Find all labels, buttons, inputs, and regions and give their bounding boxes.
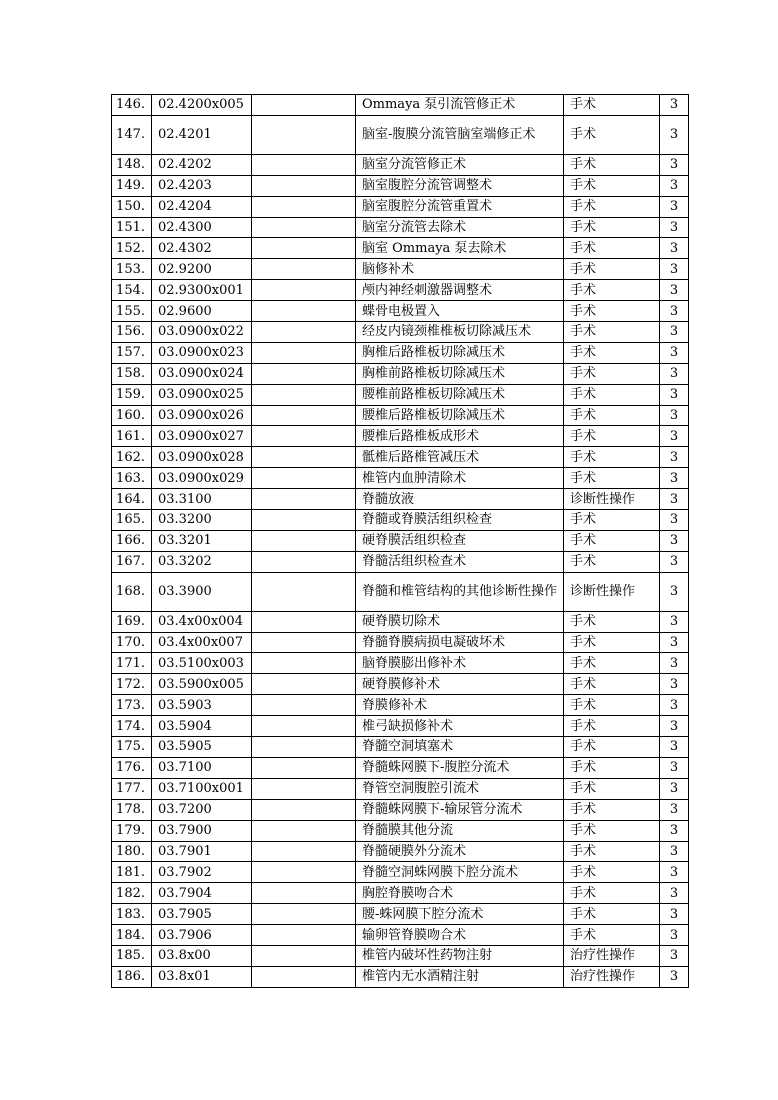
empty-cell bbox=[252, 238, 356, 259]
empty-cell bbox=[252, 674, 356, 695]
level-cell: 3 bbox=[660, 674, 689, 695]
procedure-name-cell: 输卵管脊膜吻合术 bbox=[356, 925, 564, 946]
category-cell: 手术 bbox=[564, 95, 660, 116]
level-cell: 3 bbox=[660, 322, 689, 343]
row-number-cell: 147. bbox=[112, 115, 152, 154]
empty-cell bbox=[252, 510, 356, 531]
level-cell: 3 bbox=[660, 175, 689, 196]
procedure-table-body bbox=[112, 95, 689, 988]
category-cell: 手术 bbox=[564, 510, 660, 531]
table-row bbox=[112, 716, 689, 737]
level-cell: 3 bbox=[660, 530, 689, 551]
procedure-code-cell: 03.0900x027 bbox=[152, 426, 252, 447]
empty-cell bbox=[252, 196, 356, 217]
category-cell: 手术 bbox=[564, 196, 660, 217]
category-cell: 手术 bbox=[564, 426, 660, 447]
empty-cell bbox=[252, 632, 356, 653]
table-row bbox=[112, 572, 689, 611]
category-cell: 治疗性操作 bbox=[564, 945, 660, 966]
row-number-cell: 149. bbox=[112, 175, 152, 196]
table-row bbox=[112, 904, 689, 925]
category-cell: 手术 bbox=[564, 632, 660, 653]
procedure-code-cell: 02.9600 bbox=[152, 301, 252, 322]
empty-cell bbox=[252, 280, 356, 301]
row-number-cell: 180. bbox=[112, 841, 152, 862]
procedure-name-cell: 胸椎后路椎板切除减压术 bbox=[356, 342, 564, 363]
row-number-cell: 155. bbox=[112, 301, 152, 322]
table-row bbox=[112, 653, 689, 674]
row-number-cell: 153. bbox=[112, 259, 152, 280]
procedure-name-cell: 骶椎后路椎管减压术 bbox=[356, 447, 564, 468]
row-number-cell: 152. bbox=[112, 238, 152, 259]
table-row bbox=[112, 447, 689, 468]
procedure-name-cell: 硬脊膜修补术 bbox=[356, 674, 564, 695]
row-number-cell: 171. bbox=[112, 653, 152, 674]
table-row bbox=[112, 115, 689, 154]
row-number-cell: 165. bbox=[112, 510, 152, 531]
procedure-code-cell: 03.5900x005 bbox=[152, 674, 252, 695]
category-cell: 诊断性操作 bbox=[564, 489, 660, 510]
row-number-cell: 169. bbox=[112, 611, 152, 632]
category-cell: 手术 bbox=[564, 530, 660, 551]
procedure-code-cell: 02.4202 bbox=[152, 154, 252, 175]
table-row bbox=[112, 510, 689, 531]
row-number-cell: 146. bbox=[112, 95, 152, 116]
table-row bbox=[112, 966, 689, 987]
procedure-code-cell: 03.4x00x007 bbox=[152, 632, 252, 653]
procedure-name-cell: 椎弓缺损修补术 bbox=[356, 716, 564, 737]
level-cell: 3 bbox=[660, 154, 689, 175]
category-cell: 手术 bbox=[564, 551, 660, 572]
empty-cell bbox=[252, 175, 356, 196]
procedure-code-cell: 03.0900x029 bbox=[152, 468, 252, 489]
table-row bbox=[112, 530, 689, 551]
empty-cell bbox=[252, 904, 356, 925]
empty-cell bbox=[252, 447, 356, 468]
empty-cell bbox=[252, 301, 356, 322]
empty-cell bbox=[252, 572, 356, 611]
level-cell: 3 bbox=[660, 925, 689, 946]
procedure-name-cell: 脊髓硬膜外分流术 bbox=[356, 841, 564, 862]
table-row bbox=[112, 342, 689, 363]
level-cell: 3 bbox=[660, 259, 689, 280]
table-row bbox=[112, 737, 689, 758]
row-number-cell: 175. bbox=[112, 737, 152, 758]
table-row bbox=[112, 820, 689, 841]
level-cell: 3 bbox=[660, 737, 689, 758]
table-row bbox=[112, 384, 689, 405]
procedure-code-cell: 03.7901 bbox=[152, 841, 252, 862]
procedure-name-cell: 腰椎后路椎板切除减压术 bbox=[356, 405, 564, 426]
row-number-cell: 179. bbox=[112, 820, 152, 841]
category-cell: 手术 bbox=[564, 841, 660, 862]
empty-cell bbox=[252, 695, 356, 716]
procedure-code-cell: 03.0900x024 bbox=[152, 363, 252, 384]
procedure-name-cell: 蝶骨电极置入 bbox=[356, 301, 564, 322]
table-row bbox=[112, 95, 689, 116]
empty-cell bbox=[252, 945, 356, 966]
category-cell: 手术 bbox=[564, 342, 660, 363]
empty-cell bbox=[252, 966, 356, 987]
table-row bbox=[112, 426, 689, 447]
category-cell: 手术 bbox=[564, 115, 660, 154]
procedure-name-cell: 胸腔脊膜吻合术 bbox=[356, 883, 564, 904]
procedure-code-cell: 03.5904 bbox=[152, 716, 252, 737]
category-cell: 手术 bbox=[564, 217, 660, 238]
table-row bbox=[112, 468, 689, 489]
empty-cell bbox=[252, 154, 356, 175]
level-cell: 3 bbox=[660, 757, 689, 778]
procedure-code-cell: 03.5905 bbox=[152, 737, 252, 758]
procedure-code-cell: 02.4200x005 bbox=[152, 95, 252, 116]
category-cell: 手术 bbox=[564, 904, 660, 925]
level-cell: 3 bbox=[660, 716, 689, 737]
empty-cell bbox=[252, 716, 356, 737]
row-number-cell: 170. bbox=[112, 632, 152, 653]
empty-cell bbox=[252, 468, 356, 489]
level-cell: 3 bbox=[660, 384, 689, 405]
table-row bbox=[112, 238, 689, 259]
empty-cell bbox=[252, 342, 356, 363]
procedure-code-cell: 03.0900x025 bbox=[152, 384, 252, 405]
category-cell: 手术 bbox=[564, 611, 660, 632]
procedure-code-cell: 03.0900x022 bbox=[152, 322, 252, 343]
empty-cell bbox=[252, 841, 356, 862]
category-cell: 手术 bbox=[564, 468, 660, 489]
table-row bbox=[112, 632, 689, 653]
category-cell: 手术 bbox=[564, 653, 660, 674]
procedure-name-cell: 硬脊膜切除术 bbox=[356, 611, 564, 632]
row-number-cell: 154. bbox=[112, 280, 152, 301]
row-number-cell: 166. bbox=[112, 530, 152, 551]
level-cell: 3 bbox=[660, 966, 689, 987]
level-cell: 3 bbox=[660, 820, 689, 841]
category-cell: 手术 bbox=[564, 883, 660, 904]
row-number-cell: 176. bbox=[112, 757, 152, 778]
empty-cell bbox=[252, 217, 356, 238]
empty-cell bbox=[252, 405, 356, 426]
procedure-code-cell: 03.7100x001 bbox=[152, 778, 252, 799]
empty-cell bbox=[252, 426, 356, 447]
row-number-cell: 184. bbox=[112, 925, 152, 946]
level-cell: 3 bbox=[660, 447, 689, 468]
category-cell: 手术 bbox=[564, 384, 660, 405]
empty-cell bbox=[252, 259, 356, 280]
level-cell: 3 bbox=[660, 510, 689, 531]
category-cell: 手术 bbox=[564, 301, 660, 322]
empty-cell bbox=[252, 862, 356, 883]
table-row bbox=[112, 841, 689, 862]
procedure-code-cell: 03.3900 bbox=[152, 572, 252, 611]
category-cell: 诊断性操作 bbox=[564, 572, 660, 611]
category-cell: 手术 bbox=[564, 405, 660, 426]
level-cell: 3 bbox=[660, 883, 689, 904]
procedure-name-cell: 脊管空洞腹腔引流术 bbox=[356, 778, 564, 799]
procedure-name-cell: 脊髓膜其他分流 bbox=[356, 820, 564, 841]
procedure-name-cell: 脑室腹腔分流管重置术 bbox=[356, 196, 564, 217]
table-row bbox=[112, 322, 689, 343]
procedure-code-cell: 03.7905 bbox=[152, 904, 252, 925]
level-cell: 3 bbox=[660, 799, 689, 820]
procedure-name-cell: 胸椎前路椎板切除减压术 bbox=[356, 363, 564, 384]
procedure-name-cell: 脊髓放液 bbox=[356, 489, 564, 510]
procedure-name-cell: 颅内神经刺激器调整术 bbox=[356, 280, 564, 301]
row-number-cell: 157. bbox=[112, 342, 152, 363]
category-cell: 手术 bbox=[564, 363, 660, 384]
table-row bbox=[112, 217, 689, 238]
row-number-cell: 183. bbox=[112, 904, 152, 925]
table-row bbox=[112, 280, 689, 301]
row-number-cell: 182. bbox=[112, 883, 152, 904]
category-cell: 治疗性操作 bbox=[564, 966, 660, 987]
table-row bbox=[112, 883, 689, 904]
empty-cell bbox=[252, 799, 356, 820]
level-cell: 3 bbox=[660, 611, 689, 632]
level-cell: 3 bbox=[660, 862, 689, 883]
table-row bbox=[112, 175, 689, 196]
category-cell: 手术 bbox=[564, 737, 660, 758]
row-number-cell: 181. bbox=[112, 862, 152, 883]
procedure-code-cell: 02.4302 bbox=[152, 238, 252, 259]
procedure-name-cell: 脑修补术 bbox=[356, 259, 564, 280]
procedure-code-cell: 02.4204 bbox=[152, 196, 252, 217]
procedure-name-cell: 椎管内无水酒精注射 bbox=[356, 966, 564, 987]
empty-cell bbox=[252, 820, 356, 841]
empty-cell bbox=[252, 363, 356, 384]
row-number-cell: 161. bbox=[112, 426, 152, 447]
empty-cell bbox=[252, 95, 356, 116]
procedure-name-cell: 腰椎后路椎板成形术 bbox=[356, 426, 564, 447]
row-number-cell: 162. bbox=[112, 447, 152, 468]
table-row bbox=[112, 925, 689, 946]
procedure-name-cell: 脊髓或脊膜活组织检查 bbox=[356, 510, 564, 531]
procedure-name-cell: 脊髓蛛网膜下-输尿管分流术 bbox=[356, 799, 564, 820]
level-cell: 3 bbox=[660, 653, 689, 674]
table-row bbox=[112, 301, 689, 322]
empty-cell bbox=[252, 489, 356, 510]
procedure-name-cell: 脑室 Ommaya 泵去除术 bbox=[356, 238, 564, 259]
table-row bbox=[112, 862, 689, 883]
procedure-code-cell: 03.7906 bbox=[152, 925, 252, 946]
row-number-cell: 160. bbox=[112, 405, 152, 426]
procedure-name-cell: 脊髓蛛网膜下-腹腔分流术 bbox=[356, 757, 564, 778]
procedure-code-cell: 02.4300 bbox=[152, 217, 252, 238]
category-cell: 手术 bbox=[564, 862, 660, 883]
level-cell: 3 bbox=[660, 489, 689, 510]
row-number-cell: 167. bbox=[112, 551, 152, 572]
level-cell: 3 bbox=[660, 468, 689, 489]
category-cell: 手术 bbox=[564, 322, 660, 343]
empty-cell bbox=[252, 530, 356, 551]
procedure-code-cell: 03.4x00x004 bbox=[152, 611, 252, 632]
level-cell: 3 bbox=[660, 238, 689, 259]
procedure-code-cell: 03.0900x023 bbox=[152, 342, 252, 363]
procedure-code-cell: 02.4203 bbox=[152, 175, 252, 196]
level-cell: 3 bbox=[660, 405, 689, 426]
row-number-cell: 148. bbox=[112, 154, 152, 175]
procedure-code-cell: 03.7100 bbox=[152, 757, 252, 778]
procedure-name-cell: 椎管内血肿清除术 bbox=[356, 468, 564, 489]
row-number-cell: 168. bbox=[112, 572, 152, 611]
procedure-code-cell: 03.7904 bbox=[152, 883, 252, 904]
procedure-name-cell: 腰-蛛网膜下腔分流术 bbox=[356, 904, 564, 925]
empty-cell bbox=[252, 737, 356, 758]
procedure-name-cell: 经皮内镜颈椎椎板切除减压术 bbox=[356, 322, 564, 343]
table-row bbox=[112, 757, 689, 778]
level-cell: 3 bbox=[660, 778, 689, 799]
category-cell: 手术 bbox=[564, 695, 660, 716]
row-number-cell: 158. bbox=[112, 363, 152, 384]
table-row bbox=[112, 154, 689, 175]
row-number-cell: 172. bbox=[112, 674, 152, 695]
category-cell: 手术 bbox=[564, 925, 660, 946]
level-cell: 3 bbox=[660, 363, 689, 384]
empty-cell bbox=[252, 653, 356, 674]
procedure-code-cell: 02.9300x001 bbox=[152, 280, 252, 301]
row-number-cell: 163. bbox=[112, 468, 152, 489]
row-number-cell: 177. bbox=[112, 778, 152, 799]
table-row bbox=[112, 695, 689, 716]
procedure-name-cell: 硬脊膜活组织检查 bbox=[356, 530, 564, 551]
level-cell: 3 bbox=[660, 342, 689, 363]
table-row bbox=[112, 259, 689, 280]
table-row bbox=[112, 489, 689, 510]
table-row bbox=[112, 551, 689, 572]
row-number-cell: 174. bbox=[112, 716, 152, 737]
procedure-name-cell: Ommaya 泵引流管修正术 bbox=[356, 95, 564, 116]
procedure-name-cell: 脊髓和椎管结构的其他诊断性操作 bbox=[356, 572, 564, 611]
procedure-code-cell: 03.3201 bbox=[152, 530, 252, 551]
table-row bbox=[112, 363, 689, 384]
level-cell: 3 bbox=[660, 904, 689, 925]
category-cell: 手术 bbox=[564, 674, 660, 695]
procedure-code-cell: 03.7902 bbox=[152, 862, 252, 883]
procedure-name-cell: 脑室分流管修正术 bbox=[356, 154, 564, 175]
table-row bbox=[112, 611, 689, 632]
category-cell: 手术 bbox=[564, 820, 660, 841]
row-number-cell: 156. bbox=[112, 322, 152, 343]
procedure-name-cell: 腰椎前路椎板切除减压术 bbox=[356, 384, 564, 405]
row-number-cell: 178. bbox=[112, 799, 152, 820]
table-row bbox=[112, 945, 689, 966]
category-cell: 手术 bbox=[564, 716, 660, 737]
category-cell: 手术 bbox=[564, 175, 660, 196]
level-cell: 3 bbox=[660, 426, 689, 447]
procedure-name-cell: 脊髓脊膜病损电凝破坏术 bbox=[356, 632, 564, 653]
procedure-code-cell: 03.7200 bbox=[152, 799, 252, 820]
level-cell: 3 bbox=[660, 632, 689, 653]
procedure-code-cell: 03.3200 bbox=[152, 510, 252, 531]
level-cell: 3 bbox=[660, 217, 689, 238]
procedure-code-cell: 03.3100 bbox=[152, 489, 252, 510]
level-cell: 3 bbox=[660, 551, 689, 572]
empty-cell bbox=[252, 611, 356, 632]
category-cell: 手术 bbox=[564, 778, 660, 799]
level-cell: 3 bbox=[660, 572, 689, 611]
procedure-code-cell: 03.5903 bbox=[152, 695, 252, 716]
procedure-code-cell: 03.0900x026 bbox=[152, 405, 252, 426]
category-cell: 手术 bbox=[564, 799, 660, 820]
category-cell: 手术 bbox=[564, 259, 660, 280]
row-number-cell: 151. bbox=[112, 217, 152, 238]
procedure-name-cell: 脊髓空洞填塞术 bbox=[356, 737, 564, 758]
table-row bbox=[112, 799, 689, 820]
row-number-cell: 186. bbox=[112, 966, 152, 987]
table-row bbox=[112, 778, 689, 799]
procedure-code-cell: 03.8x00 bbox=[152, 945, 252, 966]
row-number-cell: 150. bbox=[112, 196, 152, 217]
row-number-cell: 164. bbox=[112, 489, 152, 510]
procedure-code-cell: 03.8x01 bbox=[152, 966, 252, 987]
table-row bbox=[112, 674, 689, 695]
row-number-cell: 185. bbox=[112, 945, 152, 966]
category-cell: 手术 bbox=[564, 280, 660, 301]
table-row bbox=[112, 405, 689, 426]
row-number-cell: 159. bbox=[112, 384, 152, 405]
level-cell: 3 bbox=[660, 115, 689, 154]
row-number-cell: 173. bbox=[112, 695, 152, 716]
category-cell: 手术 bbox=[564, 447, 660, 468]
procedure-code-cell: 03.7900 bbox=[152, 820, 252, 841]
procedure-name-cell: 脊髓空洞蛛网膜下腔分流术 bbox=[356, 862, 564, 883]
empty-cell bbox=[252, 925, 356, 946]
procedure-name-cell: 脑室腹腔分流管调整术 bbox=[356, 175, 564, 196]
empty-cell bbox=[252, 883, 356, 904]
empty-cell bbox=[252, 115, 356, 154]
level-cell: 3 bbox=[660, 841, 689, 862]
procedure-table bbox=[111, 94, 689, 988]
category-cell: 手术 bbox=[564, 154, 660, 175]
table-row bbox=[112, 196, 689, 217]
procedure-code-cell: 03.0900x028 bbox=[152, 447, 252, 468]
level-cell: 3 bbox=[660, 695, 689, 716]
procedure-name-cell: 椎管内破坏性药物注射 bbox=[356, 945, 564, 966]
procedure-name-cell: 脑脊膜膨出修补术 bbox=[356, 653, 564, 674]
category-cell: 手术 bbox=[564, 757, 660, 778]
empty-cell bbox=[252, 322, 356, 343]
empty-cell bbox=[252, 551, 356, 572]
procedure-name-cell: 脊膜修补术 bbox=[356, 695, 564, 716]
procedure-name-cell: 脑室-腹膜分流管脑室端修正术 bbox=[356, 115, 564, 154]
empty-cell bbox=[252, 384, 356, 405]
procedure-code-cell: 03.5100x003 bbox=[152, 653, 252, 674]
empty-cell bbox=[252, 778, 356, 799]
empty-cell bbox=[252, 757, 356, 778]
procedure-code-cell: 02.9200 bbox=[152, 259, 252, 280]
category-cell: 手术 bbox=[564, 238, 660, 259]
procedure-name-cell: 脑室分流管去除术 bbox=[356, 217, 564, 238]
level-cell: 3 bbox=[660, 95, 689, 116]
procedure-code-cell: 02.4201 bbox=[152, 115, 252, 154]
procedure-name-cell: 脊髓活组织检查术 bbox=[356, 551, 564, 572]
procedure-code-cell: 03.3202 bbox=[152, 551, 252, 572]
level-cell: 3 bbox=[660, 945, 689, 966]
level-cell: 3 bbox=[660, 280, 689, 301]
level-cell: 3 bbox=[660, 196, 689, 217]
level-cell: 3 bbox=[660, 301, 689, 322]
